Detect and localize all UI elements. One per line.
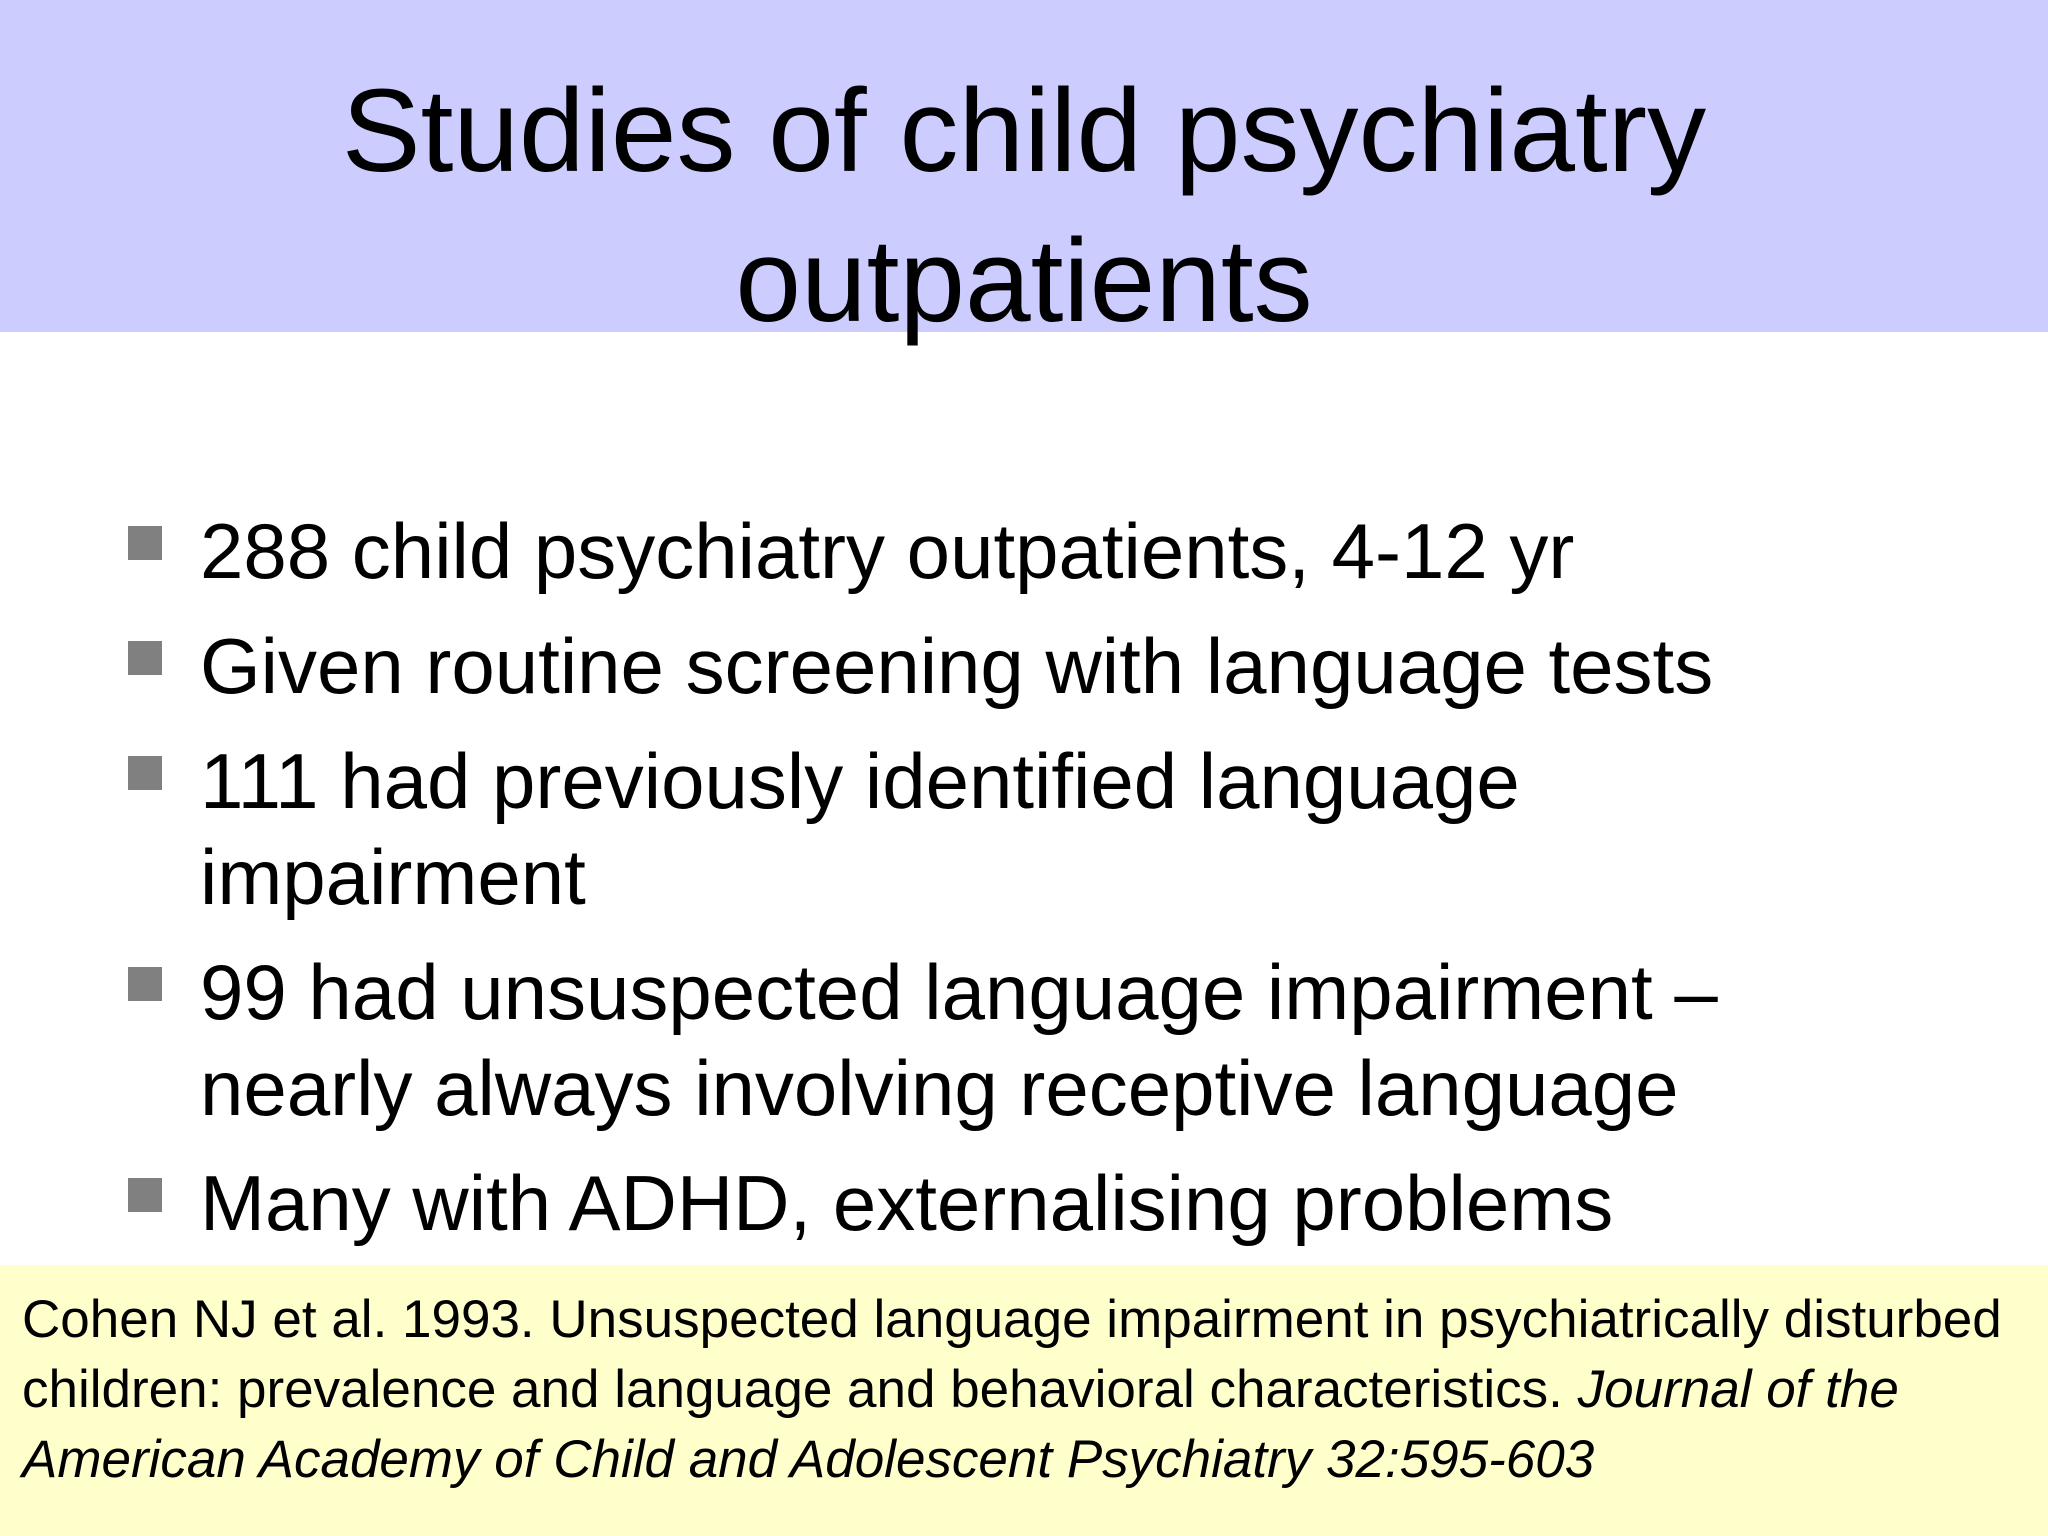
- citation-text: Cohen NJ et al. 1993. Unsuspected language impairment in psychiatrically disturbed children: prevalence and language and behavioral characteristics.: [22, 1290, 2002, 1419]
- square-bullet-icon: [128, 967, 162, 1001]
- square-bullet-icon: [128, 1178, 162, 1212]
- bullet-text: Many with ADHD, externalising problems: [200, 1159, 1614, 1247]
- bullet-list: [128, 503, 1948, 1270]
- square-bullet-icon: [128, 756, 162, 790]
- square-bullet-icon: [128, 641, 162, 675]
- bullet-text: 99 had unsuspected language impairment – nearly always involving receptive language: [200, 948, 1718, 1132]
- bullet-item: [128, 944, 1948, 1136]
- bullet-item: [128, 1155, 1948, 1251]
- slide-title-line-1: Studies of child psychiatry: [341, 65, 1707, 197]
- citation-box: [0, 1265, 2048, 1536]
- bullet-text: 111 had previously identified language impairment: [200, 737, 1520, 921]
- title-band: [0, 0, 2048, 347]
- bullet-item: [128, 503, 1948, 599]
- bullet-item: [128, 733, 1948, 925]
- bullet-text: 288 child psychiatry outpatients, 4-12 yr: [200, 507, 1575, 595]
- slide-title-line-2: outpatients: [735, 215, 1313, 347]
- citation-journal: Journal of the American Academy of Child and Adolescent Psychiatry 32:595-603: [22, 1360, 1899, 1489]
- square-bullet-icon: [128, 526, 162, 560]
- citation: [22, 1285, 2012, 1495]
- slide-title: [0, 56, 2048, 356]
- bullet-item: [128, 618, 1948, 714]
- bullet-text: Given routine screening with language tests: [200, 622, 1714, 710]
